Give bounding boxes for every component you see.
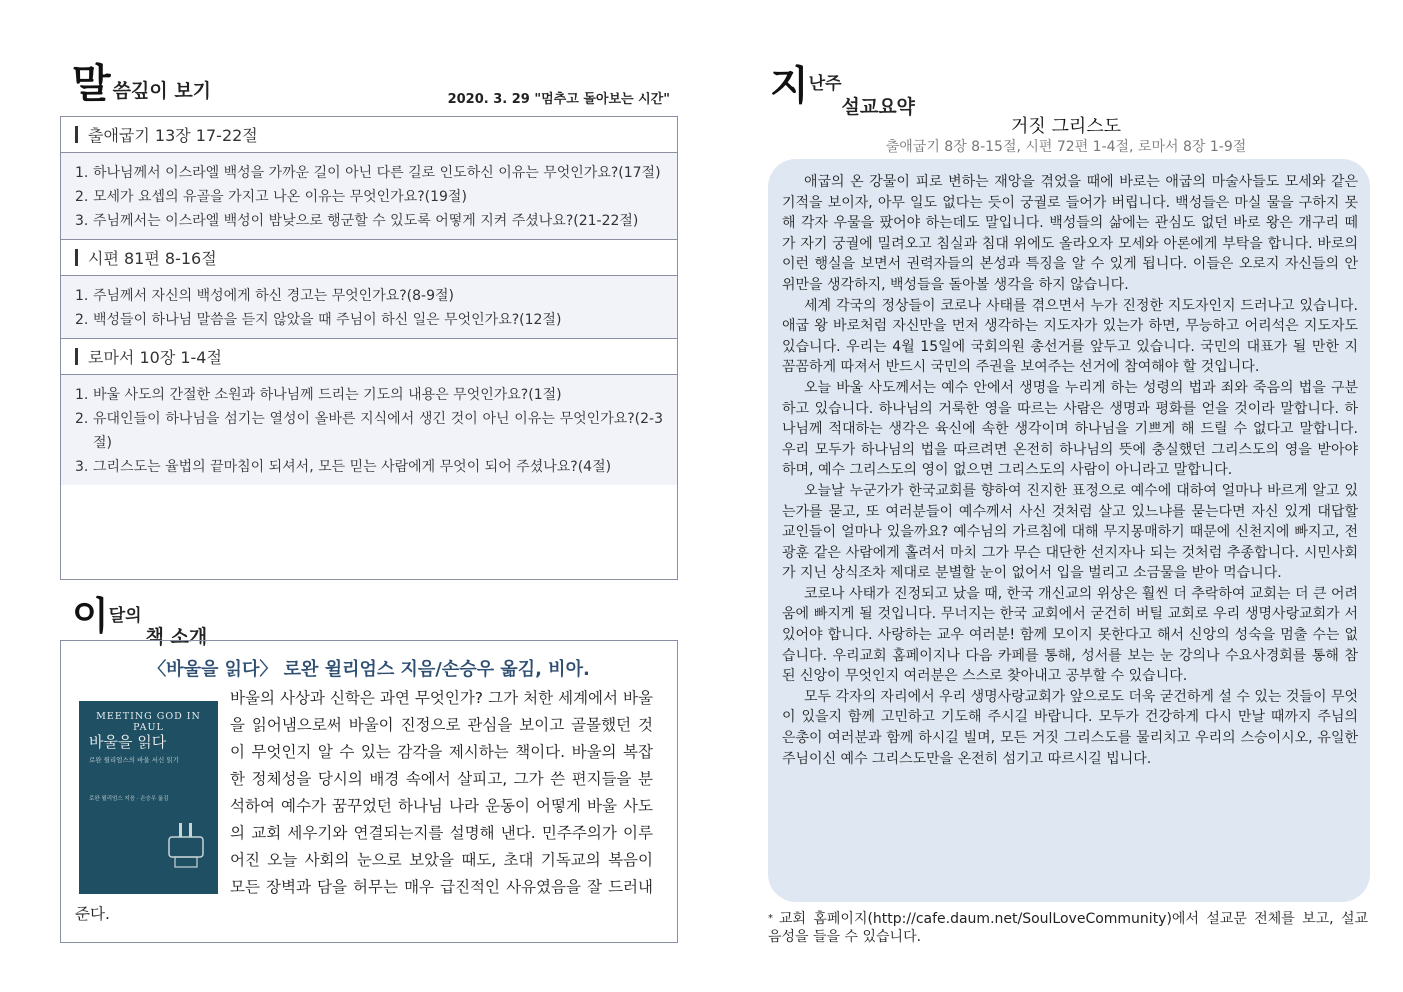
sermon-paragraph: 코로나 사태가 진정되고 났을 때, 한국 개신교의 위상은 훨씬 더 추락하여 교회는 더 큰 어려움에 빠지게 될 것입니다. 무너지는 한국 교회에서 굳건히 버틸 교회로 우리 생명사랑교회가 서 있어야 합니다. 사랑하는 교우 여러분! 함께 모이지 못한다고 해서 신앙의 성숙을 멈출 수는 없습니다. 우리교회 홈페이지나 다음 카페를 통해, 성서를 보는 눈 강의나 수요사경회를 통해 참된 신앙이 무엇인지 여러분은 스스로 찾아내고 공부할 수 있습니다. (782, 585, 1358, 685)
sermon-references: 출애굽기 8장 8-15절, 시편 72편 1-4절, 로마서 8장 1-9절 (885, 139, 1247, 155)
section-title: 출애굽기 13장 17-22절 (88, 126, 258, 145)
sermon-paragraph: 애굽의 온 강물이 피로 변하는 재앙을 겪었을 때에 바로는 애굽의 마술사들도 모세와 같은 기적을 보이자, 아무 일도 없다는 듯이 궁궐로 들어가 버립니다. 백성들은 마실 물을 구하지 못해 각자 우물을 팠어야 하는데도 말입니다. 백성들의 삶에는 관심도 없던 바로 왕은 개구리 떼가 자기 궁궐에 밀려오고 침실과 침대 위에도 올라오자 모세와 아론에게 부탁을 합니다. 바로의 이런 행실을 보면서 권력자들의 본성과 특징을 알 수 있게 됩니다. 이들은 오로지 자신들의 안위만을 생각하지, 백성들을 돌아볼 생각을 하지 않습니다. (782, 174, 1358, 293)
question-number: 3. (75, 459, 89, 475)
section-title: 로마서 10장 1-4절 (88, 348, 222, 367)
question-item (75, 407, 663, 455)
right-heading-small1: 난주 (808, 74, 842, 94)
book-cover-image (79, 701, 218, 894)
section-questions (61, 153, 677, 240)
left-heading (72, 52, 211, 109)
section-questions (61, 375, 677, 485)
sermon-paragraph: 오늘 바울 사도께서는 예수 안에서 생명을 누리게 하는 성령의 법과 죄와 죽음의 법을 구분하고 있습니다. 하나님의 거룩한 영을 따르는 사람은 생명과 평화를 얻을 것이라 말합니다. 하나님께 적대하는 생각은 육신에 속한 생각이며 하나님을 기쁘게 해 드릴 수 없다고 말합니다. 우리 모두가 하나님의 법을 따르려면 온전히 하나님의 뜻에 충실했던 그리스도의 영을 받아야 하며, 예수 그리스도의 영이 없으면 그리스도의 사람이 아니라고 말합니다. (782, 379, 1358, 479)
section-header (61, 339, 677, 375)
book-heading-small2: 책 소개 (145, 626, 208, 648)
question-number: 2. (75, 411, 89, 427)
section-header (61, 240, 677, 276)
question-item (75, 161, 663, 185)
book-description-text: 바울의 사상과 신학은 과연 무엇인가? 그가 처한 세계에서 바울을 읽어냄으로써 바울이 진정으로 관심을 보이고 골몰했던 것이 무엇인지 알 수 있는 감각을 제시하는 책이다. 바울의 복잡한 정체성을 당시의 배경 속에서 살피고, 그가 쓴 편지들을 분석하여 예수가 꿈꾸었던 하나님 나라 운동이 어떻게 바울 사도의 교회 세우기와 연결되는지를 설명해 낸다. 민주주의가 이루어진 오늘 사회의 눈으로 보았을 때도, 초대 기독교의 복음이 모든 장벽과 담을 허무는 매우 급진적인 사유였음을 잘 드러내 준다. (75, 689, 653, 923)
book-box (60, 640, 678, 943)
section-bar (75, 249, 78, 266)
right-heading-small2: 설교요약 (841, 96, 915, 118)
left-heading-rest: 씀깊이 보기 (112, 80, 212, 102)
section-title: 시편 81편 8-16절 (88, 249, 217, 268)
question-text: 그리스도는 율법의 끝마침이 되셔서, 모든 믿는 사람에게 무엇이 되어 주셨나요?(4절) (93, 459, 612, 475)
question-text: 바울 사도의 간절한 소원과 하나님께 드리는 기도의 내용은 무엇인가요?(1절) (93, 387, 562, 403)
sermon-summary-box (768, 159, 1370, 902)
footnote-star: * (768, 913, 773, 924)
question-text: 하나님께서 이스라엘 백성을 가까운 길이 아닌 다른 길로 인도하신 이유는 무엇인가요?(17절) (93, 165, 661, 181)
footnote-text: 교회 홈페이지(http://cafe.daum.net/SoulLoveCommunity)에서 설교문 전체를 보고, 설교 음성을 들을 수 있습니다. (768, 911, 1368, 945)
sermon-title: 거짓 그리스도 (1010, 116, 1122, 137)
question-item (75, 383, 663, 407)
right-heading (770, 54, 915, 118)
book-cover-emblem-icon (167, 821, 205, 871)
question-text: 모세가 요셉의 유골을 가지고 나온 이유는 무엇인가요?(19절) (93, 189, 467, 205)
footnote (768, 910, 1368, 946)
question-text: 유대인들이 하나님을 섬기는 열성이 올바른 지식에서 생긴 것이 아닌 이유는 무엇인가요?(2-3절) (93, 411, 663, 451)
book-cover-kr-title: 바울을 읽다 (89, 733, 167, 751)
questions-box (60, 116, 678, 580)
question-item (75, 455, 663, 479)
section-header (61, 117, 677, 153)
book-heading-big-letter: 이 (72, 593, 109, 638)
left-heading-big-letter: 말 (72, 60, 111, 107)
question-number: 1. (75, 387, 89, 403)
question-text: 주님께서 자신의 백성에게 하신 경고는 무엇인가요?(8-9절) (93, 288, 454, 304)
right-heading-big-letter: 지 (770, 62, 809, 109)
book-cover-subtitle: 로완 윌리엄스의 바울 서신 읽기 (89, 756, 179, 764)
question-number: 1. (75, 165, 89, 181)
question-number: 2. (75, 312, 89, 328)
question-item (75, 209, 663, 233)
book-title: 〈바울을 읽다〉 로완 윌리엄스 지음/손승우 옮김, 비아. (148, 659, 590, 680)
question-number: 1. (75, 288, 89, 304)
section-bar (75, 348, 78, 365)
section-questions (61, 276, 677, 339)
book-cover-en-title: MEETING GOD IN PAUL (96, 711, 201, 733)
question-item (75, 185, 663, 209)
sermon-paragraph: 모두 각자의 자리에서 우리 생명사랑교회가 앞으로도 더욱 굳건하게 설 수 있는 것들이 무엇이 있을지 함께 고민하고 기도해 주시길 바랍니다. 모두가 건강하게 다시 만날 때까지 주님의 은총이 여러분과 함께 하시길 빌며, 모든 거짓 그리스도를 물리치고 우리의 스승이시오, 유일한 주님이신 예수 그리스도만을 온전히 섬기고 따르시길 빕니다. (782, 688, 1358, 767)
date-line: 2020. 3. 29 "멈추고 돌아보는 시간" (447, 92, 670, 107)
sermon-paragraph: 오늘날 누군가가 한국교회를 향하여 진지한 표정으로 예수에 대하여 얼마나 바르게 알고 있는가를 묻고, 또 여러분들이 예수께서 사신 것처럼 살고 있느냐를 묻는다면 자신 있게 대답할 교인들이 얼마나 있을까요? 예수님의 가르침에 대해 무지몽매하기 때문에 신천지에 빠지고, 전광훈 같은 사람에게 홀려서 마치 그가 무슨 대단한 선지자나 되는 것처럼 추종합니다. 시민사회가 지닌 상식조차 제대로 분별할 눈이 없어서 입을 벌리고 소금물을 받아 먹습니다. (782, 482, 1358, 582)
question-text: 백성들이 하나님 말씀을 듣지 않았을 때 주님이 하신 일은 무엇인가요?(12절) (93, 312, 562, 328)
book-cover-author: 로완 윌리엄스 지음 · 손승우 옮김 (89, 796, 169, 802)
question-text: 주님께서는 이스라엘 백성이 밤낮으로 행군할 수 있도록 어떻게 지켜 주셨나요?(21-22절) (93, 213, 639, 229)
question-number: 3. (75, 213, 89, 229)
section-bar (75, 126, 78, 143)
book-heading-small1: 달의 (108, 606, 142, 626)
question-item (75, 284, 663, 308)
question-item (75, 308, 663, 332)
book-heading (72, 585, 208, 648)
question-number: 2. (75, 189, 89, 205)
sermon-paragraph: 세계 각국의 정상들이 코로나 사태를 겪으면서 누가 진정한 지도자인지 드러나고 있습니다. 애굽 왕 바로처럼 자신만을 먼저 생각하는 지도자가 있는가 하면, 무능하고 어리석은 지도자도 있습니다. 우리는 4월 15일에 국회의원 총선거를 앞두고 있습니다. 국민의 대표가 될 만한 지 꼼꼼하게 따져서 반드시 국민의 주권을 보여주는 선거에 참여해야 할 것입니다. (782, 297, 1358, 376)
